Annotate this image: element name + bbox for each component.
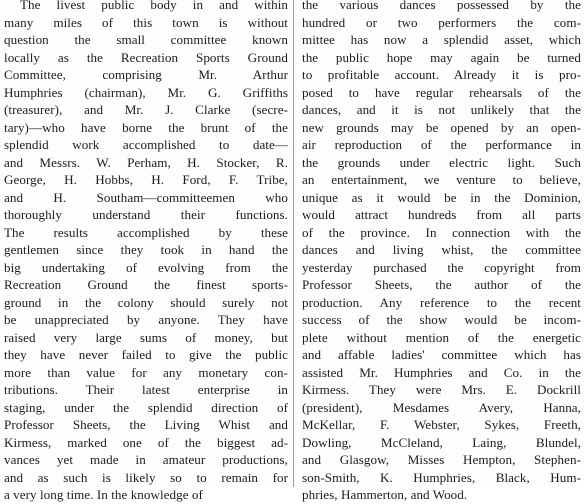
right-text-column (302, 0, 581, 504)
text-line: Professor Sheets, the Living Whist and (4, 417, 288, 432)
text-line: would attract hundreds from all parts (302, 207, 581, 222)
text-line: splendid work accomplished to date— (4, 137, 288, 152)
text-line: mittee has now a splendid asset, which (302, 32, 581, 47)
text-line: (president), Mesdames Avery, Hanna, (302, 399, 581, 415)
text-line: and H. Southam—committeemen who (4, 189, 288, 205)
text-line: phries, Hammerton, and Wood. (302, 487, 468, 502)
text-line: Dowling, McCleland, Laing, Blundel, (302, 434, 581, 450)
text-line: many miles of this town is without (4, 14, 288, 30)
text-line: and Messrs. W. Perham, H. Stocker, R. (4, 154, 288, 170)
text-line: Recreation Ground the finest sports- (4, 277, 288, 292)
text-line: to profitable account. Already it is pro- (302, 67, 581, 82)
text-line: ground in the colony should surely not (4, 294, 288, 310)
text-line: and as such is likely so to remain for (4, 469, 288, 485)
text-line: Humphries (chairman), Mr. G. Griffiths (4, 84, 288, 100)
text-line: The livest public body in and within (20, 0, 288, 12)
text-line: production. Any reference to the recent (302, 294, 581, 310)
text-line: the grounds under electric light. Such (302, 154, 581, 170)
text-line: McKellar, F. Webster, Sykes, Freeth, (302, 417, 581, 432)
text-line: son-Smith, K. Humphries, Black, Hum- (302, 469, 581, 485)
text-line: more than value for any monetary con- (4, 364, 288, 380)
text-line: raised very large sums of money, but (4, 329, 288, 345)
text-line: new grounds may be opened by an open- (302, 119, 581, 135)
text-line: an entertainment, we venture to believe, (302, 172, 581, 187)
text-line: and affable ladies' committee which has (302, 347, 581, 362)
text-line: question the small committee known (4, 32, 288, 47)
text-line: yesterday purchased the copyright from (302, 259, 581, 275)
text-line: tary)—who have borne the brunt of the (4, 119, 288, 135)
text-line: The results accomplished by these (4, 224, 288, 240)
text-line: the public hope may again be turned (302, 49, 581, 65)
text-line: unique as it would be in the Dominion, (302, 189, 581, 205)
text-line: the various dances possessed by the (302, 0, 581, 12)
text-line: of the province. In connection with the (302, 224, 581, 240)
text-line: Committee, comprising Mr. Arthur (4, 67, 288, 82)
left-text-column (4, 0, 288, 504)
text-line: vances yet made in amateur productions, (4, 452, 288, 467)
text-line: hundred or two performers the com- (302, 14, 581, 30)
text-line: tributions. Their latest enterprise in (4, 382, 288, 397)
text-line: big undertaking of evolving from the (4, 259, 288, 275)
text-line: dances and living whist, the committee (302, 242, 581, 257)
text-line: be unappreciated by anyone. They have (4, 312, 288, 327)
text-line: gentlemen since they took in hand the (4, 242, 288, 257)
text-line: and Glasgow, Misses Hempton, Stephen- (302, 452, 581, 467)
text-line: posed to have regular rehearsals of the (302, 84, 581, 100)
text-line: Professor Sheets, the author of the (302, 277, 581, 292)
text-line: locally as the Recreation Sports Ground (4, 49, 288, 65)
text-line: success of the show would be incom- (302, 312, 581, 327)
text-line: assisted Mr. Humphries and Co. in the (302, 364, 581, 380)
text-line: George, H. Hobbs, H. Ford, F. Tribe, (4, 172, 288, 187)
text-line: air reproduction of the performance in (302, 137, 581, 152)
text-line: Kirmess, marked one of the biggest ad- (4, 434, 288, 450)
text-line: they have never failed to give the public (4, 347, 288, 362)
text-line: staging, under the splendid direction of (4, 399, 288, 415)
text-line: (treasurer), and Mr. J. Clarke (secre- (4, 102, 288, 117)
column-divider (293, 0, 294, 487)
text-line: a very long time. In the knowledge of (4, 487, 203, 502)
text-line: plete without mention of the energetic (302, 329, 581, 345)
text-line: dances, and it is not unlikely that the (302, 102, 581, 117)
text-line: Kirmess. They were Mrs. E. Dockrill (302, 382, 581, 397)
text-line: thoroughly understand their functions. (4, 207, 288, 222)
